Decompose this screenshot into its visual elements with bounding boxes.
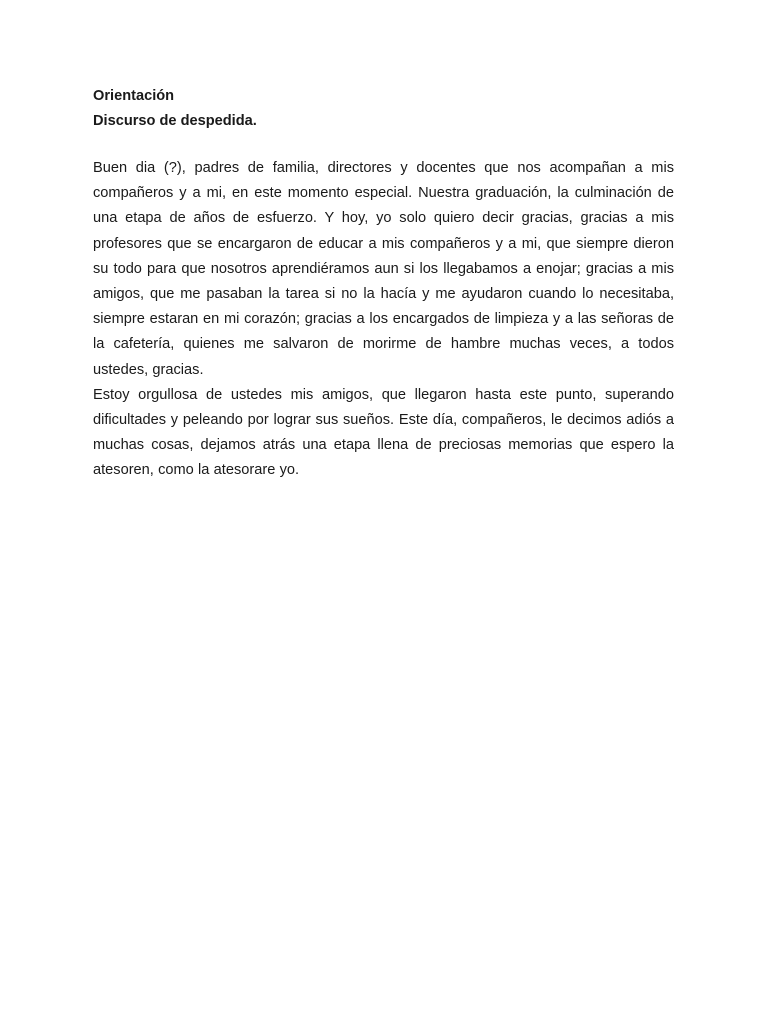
subject-heading: Orientación bbox=[93, 88, 175, 104]
blank-line bbox=[93, 131, 674, 156]
speech-title: Discurso de despedida. bbox=[93, 113, 257, 129]
paragraph-2: Estoy orgullosa de ustedes mis amigos, que llegaron hasta este punto, superando dificultades y peleando por lograr sus sueños. Este día, compañeros, le decimos adiós a muchas cosas, dejamos atrás una etapa llena de preciosas memorias que espero la atesoren, como la atesorare yo. bbox=[93, 386, 674, 479]
document-body bbox=[93, 86, 674, 484]
paragraph-1: Buen dia (?), padres de familia, directores y docentes que nos acompañan a mis compañeros y a mi, en este momento especial. Nuestra graduación, la culminación de una etapa de años de esfuerzo. Y hoy, yo solo quiero decir gracias, gracias a mis profesores que se encargaron de educar a mis compañeros y a mi, que siempre dieron su todo para que nosotros aprendiéramos aun si los llegabamos a enojar; gracias a mis amigos, que me pasaban la tarea si no la hacía y me ayudaron cuando lo necesitaba, siempre estaran en mi corazón; gracias a los encargados de limpieza y a las señoras de la cafetería, quienes me salvaron de morirme de hambre muchas veces, a todos ustedes, gracias. bbox=[93, 160, 674, 378]
